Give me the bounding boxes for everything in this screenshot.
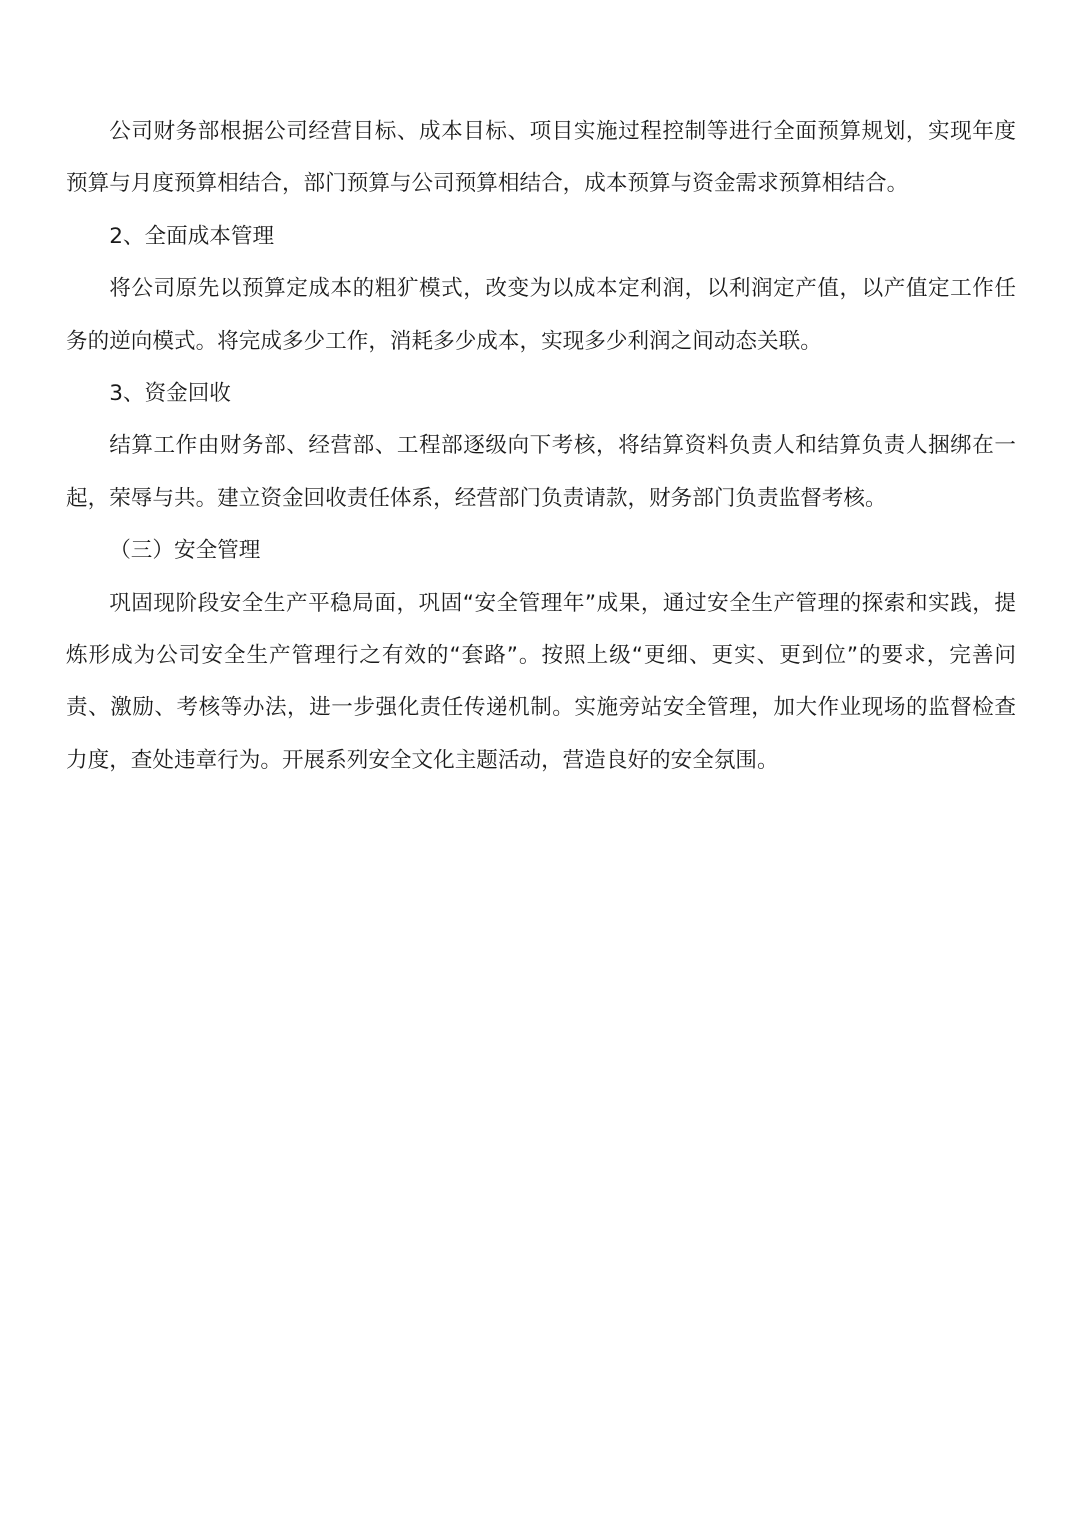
heading-fund-recovery: 3、资金回收 [109,381,231,407]
paragraph-cost-management: 将公司原先以预算定成本的粗犷模式，改变为以成本定利润，以利润定产值，以产值定工作任务的逆向模式。将完成多少工作，消耗多少成本，实现多少利润之间动态关联。 [66,276,1016,354]
heading-safety-management: （三）安全管理 [109,538,261,564]
heading-cost-management: 2、全面成本管理 [109,223,275,249]
paragraph-budget-planning: 公司财务部根据公司经营目标、成本目标、项目实施过程控制等进行全面预算规划，实现年度预算与月度预算相结合，部门预算与公司预算相结合，成本预算与资金需求预算相结合。 [66,119,1016,197]
paragraph-safety-management: 巩固现阶段安全生产平稳局面，巩固“安全管理年”成果，通过安全生产管理的探索和实践，提炼形成为公司安全生产管理行之有效的“套路”。按照上级“更细、更实、更到位”的要求，完善问责、激励、考核等办法，进一步强化责任传递机制。实施旁站安全管理，加大作业现场的监督检查力度，查处违章行为。开展系列安全文化主题活动，营造良好的安全氛围。 [66,590,1016,773]
paragraph-fund-recovery: 结算工作由财务部、经营部、工程部逐级向下考核，将结算资料负责人和结算负责人捆绑在一起，荣辱与共。建立资金回收责任体系，经营部门负责请款，财务部门负责监督考核。 [66,433,1016,511]
document-body [66,106,1016,787]
